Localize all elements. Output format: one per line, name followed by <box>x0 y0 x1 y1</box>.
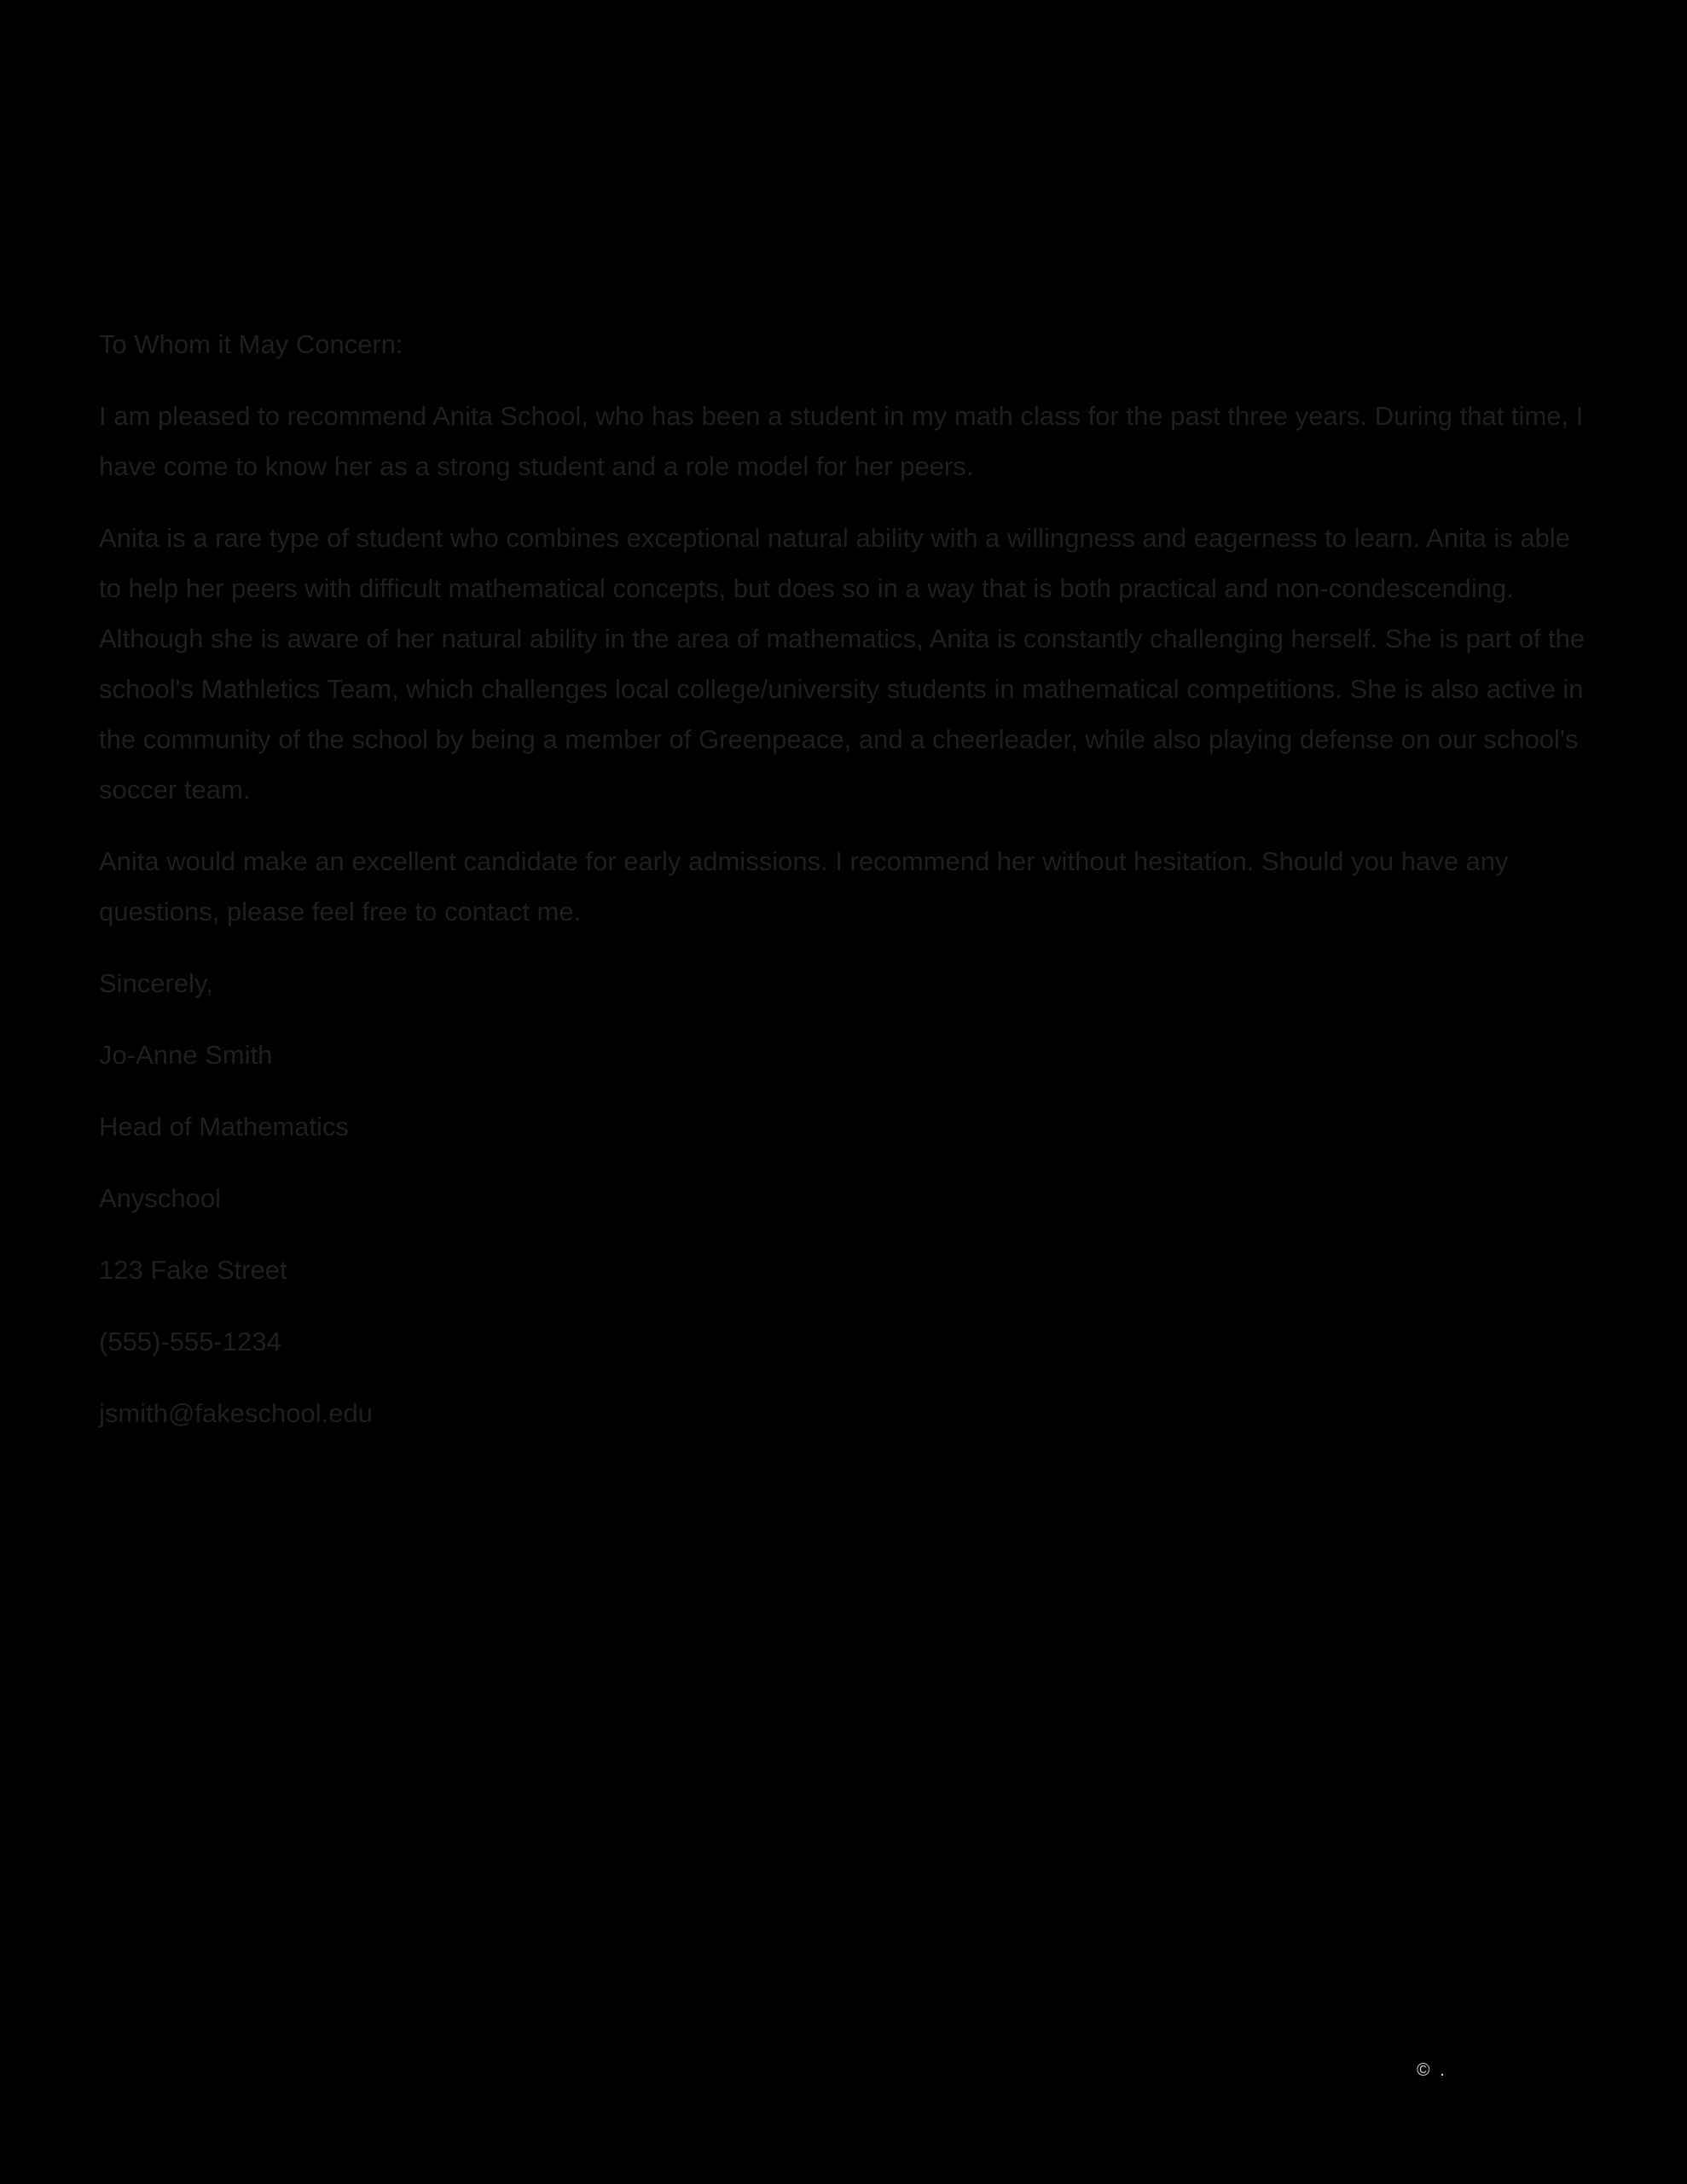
salutation: To Whom it May Concern: <box>99 329 403 359</box>
closing: Sincerely, <box>99 968 213 998</box>
letter-body <box>99 319 1587 1460</box>
copyright-mark: © . <box>1417 2060 1445 2080</box>
signer-name: Jo-Anne Smith <box>99 1040 273 1070</box>
signer-school: Anyschool <box>99 1183 222 1213</box>
paragraph-intro: I am pleased to recommend Anita School, who has been a student in my math class for the past three years. During that time, I have come to know her as a strong student and a role model for her peers. <box>99 401 1584 481</box>
signer-email: jsmith@fakeschool.edu <box>99 1398 373 1428</box>
paragraph-qualities: Anita is a rare type of student who combines exceptional natural ability with a willingness and eagerness to learn. Anita is able to help her peers with difficult mathematical concepts, but does so in a way that is both practical and non-condescending. Although she is aware of her natural ability in the area of mathematics, Anita is constantly challenging herself. She is part of the school's Mathletics Team, which challenges local college/university students in mathematical competitions. She is also active in the community of the school by being a member of Greenpeace, and a cheerleader, while also playing defense on our school's soccer team. <box>99 523 1586 804</box>
signer-address: 123 Fake Street <box>99 1255 287 1285</box>
signer-title: Head of Mathematics <box>99 1112 349 1141</box>
paragraph-recommendation: Anita would make an excellent candidate for early admissions. I recommend her without hesitation. Should you have any questions, please feel free to contact me. <box>99 846 1509 926</box>
signer-phone: (555)-555-1234 <box>99 1327 281 1356</box>
